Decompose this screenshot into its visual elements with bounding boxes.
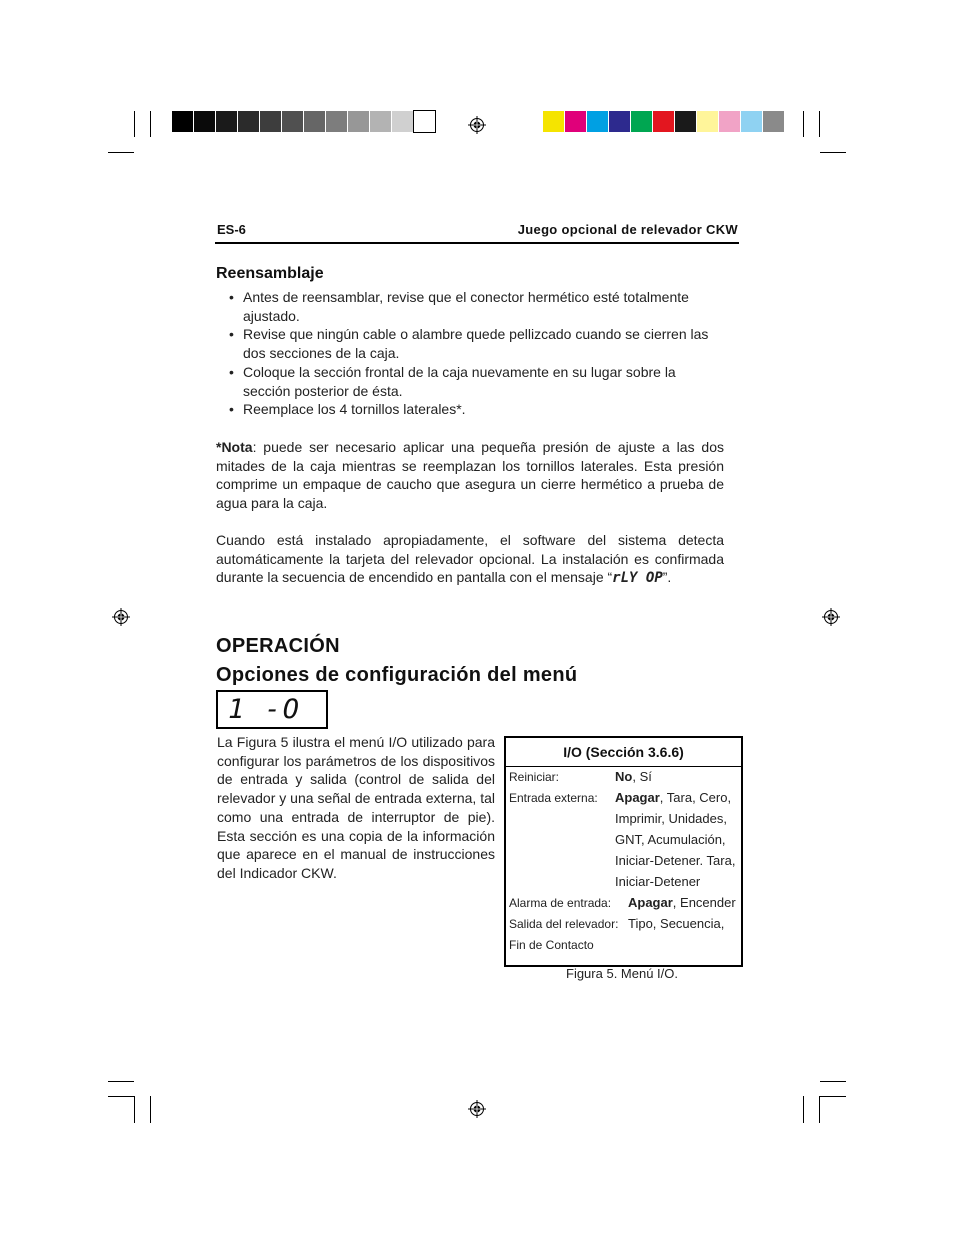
crop-mark [108, 1081, 134, 1082]
entrada-externa-values-4: Iniciar-Detener. Tara, [615, 853, 736, 868]
list-item: • Revise que ningún cable o alambre quede pellizcado cuando se cierren las dos secciones de la caja. [216, 325, 723, 362]
reassembly-bullet-list [216, 288, 723, 419]
running-title: Juego opcional de relevador CKW [517, 222, 738, 237]
gray-swatch [238, 111, 259, 132]
subsection-heading-menu-options: Opciones de configuración del menú [216, 664, 578, 686]
entrada-externa-label: Entrada externa: [509, 791, 598, 805]
figure-title: I/O (Sección 3.6.6) [506, 738, 741, 767]
page-number: ES-6 [217, 222, 246, 237]
io-menu-figure [504, 736, 743, 967]
color-swatch [719, 111, 740, 132]
install-text: Cuando está instalado apropiadamente, el software del sistema detecta automáticamente la tarjeta del relevador opcional. La instalación es confirmada durante la secuencia de encendido en pantalla con el mensaje “ [216, 532, 724, 586]
crop-mark [108, 1096, 134, 1097]
section-heading-operacion: OPERACIÓN [216, 635, 340, 657]
entrada-externa-values-2: Imprimir, Unidades, [615, 811, 727, 826]
gray-swatch [282, 111, 303, 132]
gray-swatch [194, 111, 215, 132]
salida-relevador-label: Salida del relevador: [509, 917, 619, 931]
lcd-display [216, 690, 328, 729]
salida-relevador-values: Tipo, Secuencia, [628, 916, 725, 931]
crop-mark [820, 1081, 846, 1082]
gray-swatch [326, 111, 347, 132]
install-text-end: ”. [662, 569, 672, 586]
note-paragraph [216, 438, 724, 513]
note-text: : puede ser necesario aplicar una pequeña presión de ajuste a las dos mitades de la caja mientras se reemplazan los tornillos laterales. Esta presión comprime un empaque de caucho que asegura un cierre hermético a prueba de agua para la caja. [216, 439, 724, 512]
gray-swatch [216, 111, 237, 132]
gray-swatch [348, 111, 369, 132]
list-item: • Antes de reensamblar, revise que el conector hermético esté totalmente ajustado. [216, 288, 723, 325]
crop-mark [134, 111, 135, 137]
lcd-display-text: 1 -O [228, 694, 302, 725]
header-rule [215, 242, 739, 244]
registration-mark-icon [468, 116, 486, 134]
crop-mark [819, 111, 820, 137]
entrada-externa-values-5: Iniciar-Detener [615, 874, 701, 889]
registration-mark-icon [468, 1100, 486, 1118]
crop-mark [820, 1096, 846, 1097]
registration-mark-icon [822, 608, 840, 626]
color-swatch [631, 111, 652, 132]
color-swatch [675, 111, 696, 132]
gray-swatch [392, 111, 413, 132]
color-swatch [565, 111, 586, 132]
list-item: • Reemplace los 4 tornillos laterales*. [216, 400, 723, 419]
crop-mark [803, 111, 804, 137]
figure-intro-paragraph: La Figura 5 ilustra el menú I/O utilizado para configurar los parámetros de los dispositivos de entrada y salida (control de salida del relevador y una señal de entrada externa, tal como una entrada de interruptor de pie). Esta sección es una copia de la información que aparece en el manual de instrucciones del Indicador CKW. [217, 734, 495, 881]
gray-swatch [304, 111, 325, 132]
salida-relevador-values-2: Fin de Contacto [509, 938, 594, 952]
color-swatch [609, 111, 630, 132]
crop-mark [150, 1096, 151, 1123]
crop-mark [134, 1096, 135, 1123]
gray-swatch [260, 111, 281, 132]
section-heading-reensamblaje: Reensamblaje [216, 265, 324, 282]
color-swatch [697, 111, 718, 132]
reiniciar-values: No, Sí [615, 769, 652, 784]
color-swatch [543, 111, 564, 132]
gray-swatch [414, 111, 435, 132]
color-swatch [741, 111, 762, 132]
color-swatch [653, 111, 674, 132]
gray-swatch [370, 111, 391, 132]
crop-mark [108, 152, 134, 153]
alarma-entrada-label: Alarma de entrada: [509, 896, 612, 910]
install-paragraph [216, 531, 724, 588]
crop-mark [819, 1096, 820, 1123]
figure-caption: Figura 5. Menú I/O. [566, 966, 678, 981]
entrada-externa-values-3: GNT, Acumulación, [615, 832, 726, 847]
color-swatch [763, 111, 784, 132]
gray-swatch [172, 111, 193, 132]
crop-mark [150, 111, 151, 137]
crop-mark [803, 1096, 804, 1123]
entrada-externa-values: Apagar, Tara, Cero, [615, 790, 732, 805]
note-label: *Nota [216, 439, 253, 455]
crop-mark [820, 152, 846, 153]
rly-op-message: rLY OP [612, 570, 663, 587]
list-item: • Coloque la sección frontal de la caja nuevamente en su lugar sobre la sección posterior de ésta. [216, 363, 723, 400]
color-swatch [587, 111, 608, 132]
reiniciar-label: Reiniciar: [509, 770, 560, 784]
alarma-entrada-values: Apagar, Encender [628, 895, 736, 910]
registration-mark-icon [112, 608, 130, 626]
